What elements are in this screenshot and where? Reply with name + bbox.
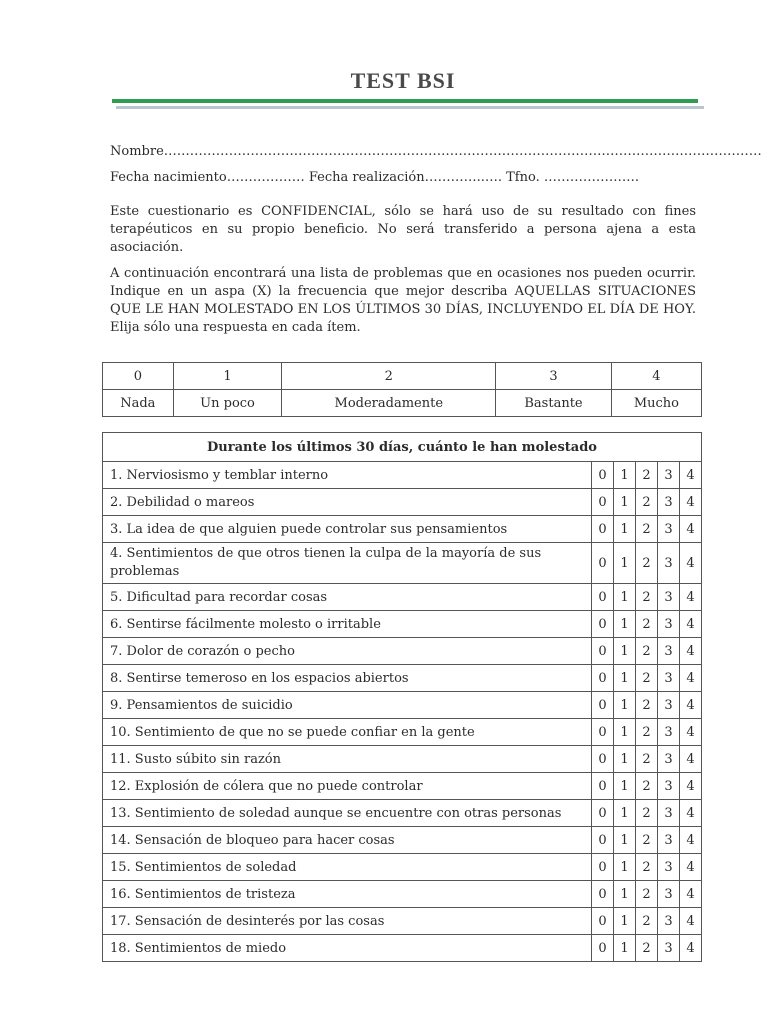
table-row (103, 584, 702, 611)
title-rule-grey (116, 106, 704, 109)
answer-option-2[interactable]: 2 (636, 543, 658, 584)
table-row (103, 773, 702, 800)
answer-option-4[interactable]: 4 (680, 638, 702, 665)
answer-option-4[interactable]: 4 (680, 584, 702, 611)
nombre-field[interactable]: Nombre………………………………………………………………………………………………………………………… (110, 144, 762, 159)
answer-option-4[interactable]: 4 (680, 489, 702, 516)
table-row (103, 638, 702, 665)
item-question: 7. Dolor de corazón o pecho (103, 638, 592, 665)
answer-option-3[interactable]: 3 (658, 665, 680, 692)
answer-option-0[interactable]: 0 (592, 908, 614, 935)
answer-option-4[interactable]: 4 (680, 827, 702, 854)
answer-option-1[interactable]: 1 (614, 543, 636, 584)
answer-option-0[interactable]: 0 (592, 746, 614, 773)
answer-option-3[interactable]: 3 (658, 543, 680, 584)
item-question: 3. La idea de que alguien puede controlar sus pensamientos (103, 516, 592, 543)
answer-option-0[interactable]: 0 (592, 773, 614, 800)
answer-option-1[interactable]: 1 (614, 854, 636, 881)
table-row (103, 881, 702, 908)
answer-option-1[interactable]: 1 (614, 489, 636, 516)
answer-option-4[interactable]: 4 (680, 746, 702, 773)
item-question: 10. Sentimiento de que no se puede confiar en la gente (103, 719, 592, 746)
answer-option-1[interactable]: 1 (614, 746, 636, 773)
item-question: 8. Sentirse temeroso en los espacios abiertos (103, 665, 592, 692)
table-row (103, 719, 702, 746)
table-row (103, 462, 702, 489)
answer-option-0[interactable]: 0 (592, 489, 614, 516)
answer-option-2[interactable]: 2 (636, 773, 658, 800)
answer-option-0[interactable]: 0 (592, 584, 614, 611)
item-question: 4. Sentimientos de que otros tienen la culpa de la mayoría de sus problemas (103, 543, 592, 584)
answer-option-4[interactable]: 4 (680, 543, 702, 584)
item-question: 5. Dificultad para recordar cosas (103, 584, 592, 611)
answer-option-0[interactable]: 0 (592, 935, 614, 962)
answer-option-2[interactable]: 2 (636, 719, 658, 746)
answer-option-2[interactable]: 2 (636, 800, 658, 827)
answer-option-1[interactable]: 1 (614, 881, 636, 908)
item-question: 1. Nerviosismo y temblar interno (103, 462, 592, 489)
item-question: 17. Sensación de desinterés por las cosas (103, 908, 592, 935)
answer-option-2[interactable]: 2 (636, 665, 658, 692)
answer-option-2[interactable]: 2 (636, 692, 658, 719)
answer-option-0[interactable]: 0 (592, 692, 614, 719)
scale-value: 1 (173, 363, 282, 390)
answer-option-3[interactable]: 3 (658, 881, 680, 908)
answer-option-1[interactable]: 1 (614, 719, 636, 746)
answer-option-0[interactable]: 0 (592, 638, 614, 665)
fecha-tfno-fields[interactable]: Fecha nacimiento……………… Fecha realización…………..…. Tfno. …………………. (110, 170, 639, 185)
answer-option-3[interactable]: 3 (658, 692, 680, 719)
answer-option-1[interactable]: 1 (614, 935, 636, 962)
answer-option-4[interactable]: 4 (680, 773, 702, 800)
scale-value: 4 (611, 363, 701, 390)
answer-option-0[interactable]: 0 (592, 543, 614, 584)
table-row (103, 516, 702, 543)
answer-option-1[interactable]: 1 (614, 611, 636, 638)
answer-option-3[interactable]: 3 (658, 746, 680, 773)
table-row (103, 827, 702, 854)
answer-option-4[interactable]: 4 (680, 516, 702, 543)
answer-option-4[interactable]: 4 (680, 611, 702, 638)
item-question: 13. Sentimiento de soledad aunque se encuentre con otras personas (103, 800, 592, 827)
answer-option-4[interactable]: 4 (680, 692, 702, 719)
scale-value: 2 (282, 363, 496, 390)
answer-option-3[interactable]: 3 (658, 827, 680, 854)
scale-legend (102, 362, 702, 417)
answer-option-3[interactable]: 3 (658, 611, 680, 638)
answer-option-2[interactable]: 2 (636, 489, 658, 516)
table-row (103, 489, 702, 516)
answer-option-4[interactable]: 4 (680, 908, 702, 935)
item-question: 6. Sentirse fácilmente molesto o irritable (103, 611, 592, 638)
answer-option-3[interactable]: 3 (658, 908, 680, 935)
answer-option-3[interactable]: 3 (658, 800, 680, 827)
answer-option-1[interactable]: 1 (614, 516, 636, 543)
answer-option-3[interactable]: 3 (658, 854, 680, 881)
item-question: 18. Sentimientos de miedo (103, 935, 592, 962)
answer-option-4[interactable]: 4 (680, 462, 702, 489)
table-row (103, 935, 702, 962)
answer-option-3[interactable]: 3 (658, 462, 680, 489)
table-row (103, 665, 702, 692)
item-question: 2. Debilidad o mareos (103, 489, 592, 516)
scale-value: 3 (496, 363, 612, 390)
answer-option-2[interactable]: 2 (636, 611, 658, 638)
item-question: 11. Susto súbito sin razón (103, 746, 592, 773)
item-question: 15. Sentimientos de soledad (103, 854, 592, 881)
item-question: 16. Sentimientos de tristeza (103, 881, 592, 908)
answer-option-2[interactable]: 2 (636, 462, 658, 489)
answer-option-1[interactable]: 1 (614, 773, 636, 800)
scale-label: Un poco (173, 390, 282, 417)
answer-option-0[interactable]: 0 (592, 462, 614, 489)
scale-label: Bastante (496, 390, 612, 417)
answer-option-2[interactable]: 2 (636, 908, 658, 935)
answer-option-4[interactable]: 4 (680, 719, 702, 746)
answer-option-0[interactable]: 0 (592, 881, 614, 908)
answer-option-1[interactable]: 1 (614, 584, 636, 611)
answer-option-1[interactable]: 1 (614, 665, 636, 692)
answer-option-2[interactable]: 2 (636, 746, 658, 773)
answer-option-0[interactable]: 0 (592, 800, 614, 827)
item-question: 9. Pensamientos de suicidio (103, 692, 592, 719)
scale-label: Nada (103, 390, 174, 417)
answer-option-2[interactable]: 2 (636, 638, 658, 665)
answer-option-2[interactable]: 2 (636, 854, 658, 881)
answer-option-1[interactable]: 1 (614, 462, 636, 489)
answer-option-2[interactable]: 2 (636, 827, 658, 854)
table-row (103, 611, 702, 638)
answer-option-1[interactable]: 1 (614, 692, 636, 719)
answer-option-2[interactable]: 2 (636, 516, 658, 543)
answer-option-4[interactable]: 4 (680, 665, 702, 692)
answer-option-0[interactable]: 0 (592, 665, 614, 692)
instructions-paragraph: A continuación encontrará una lista de problemas que en ocasiones nos pueden ocurrir. Indique en un aspa (X) la frecuencia que mejor describa AQUELLAS SITUACIONES QUE LE HAN MOLESTADO EN LOS ÚLTIMOS 30 DÍAS, INCLUYENDO EL DÍA DE HOY. Elija sólo una respuesta en cada ítem. (110, 266, 696, 335)
answer-option-3[interactable]: 3 (658, 719, 680, 746)
answer-option-1[interactable]: 1 (614, 827, 636, 854)
answer-option-3[interactable]: 3 (658, 638, 680, 665)
answer-option-2[interactable]: 2 (636, 881, 658, 908)
item-question: 14. Sensación de bloqueo para hacer cosas (103, 827, 592, 854)
answer-option-3[interactable]: 3 (658, 584, 680, 611)
item-question: 12. Explosión de cólera que no puede controlar (103, 773, 592, 800)
answer-option-1[interactable]: 1 (614, 908, 636, 935)
answer-option-0[interactable]: 0 (592, 611, 614, 638)
answer-option-4[interactable]: 4 (680, 854, 702, 881)
page-title: TEST BSI (350, 68, 456, 93)
table-header: Durante los últimos 30 días, cuánto le han molestado (103, 433, 702, 462)
answer-option-3[interactable]: 3 (658, 516, 680, 543)
answer-option-0[interactable]: 0 (592, 719, 614, 746)
table-row (103, 746, 702, 773)
table-row (103, 908, 702, 935)
answer-option-0[interactable]: 0 (592, 827, 614, 854)
answer-option-0[interactable]: 0 (592, 516, 614, 543)
answer-option-0[interactable]: 0 (592, 854, 614, 881)
answer-option-3[interactable]: 3 (658, 773, 680, 800)
answer-option-4[interactable]: 4 (680, 935, 702, 962)
answer-option-2[interactable]: 2 (636, 584, 658, 611)
answer-option-4[interactable]: 4 (680, 800, 702, 827)
questionnaire-table (102, 432, 702, 962)
confidential-paragraph: Este cuestionario es CONFIDENCIAL, sólo se hará uso de su resultado con fines terapéuticos en su propio beneficio. No será transferido a persona ajena a esta asociación. (110, 204, 696, 255)
answer-option-3[interactable]: 3 (658, 489, 680, 516)
title-rule-green (112, 99, 698, 103)
table-row (103, 543, 702, 584)
scale-label: Moderadamente (282, 390, 496, 417)
table-row (103, 692, 702, 719)
table-row (103, 800, 702, 827)
answer-option-4[interactable]: 4 (680, 881, 702, 908)
answer-option-2[interactable]: 2 (636, 935, 658, 962)
answer-option-1[interactable]: 1 (614, 800, 636, 827)
scale-value: 0 (103, 363, 174, 390)
answer-option-1[interactable]: 1 (614, 638, 636, 665)
scale-label: Mucho (611, 390, 701, 417)
table-row (103, 854, 702, 881)
answer-option-3[interactable]: 3 (658, 935, 680, 962)
